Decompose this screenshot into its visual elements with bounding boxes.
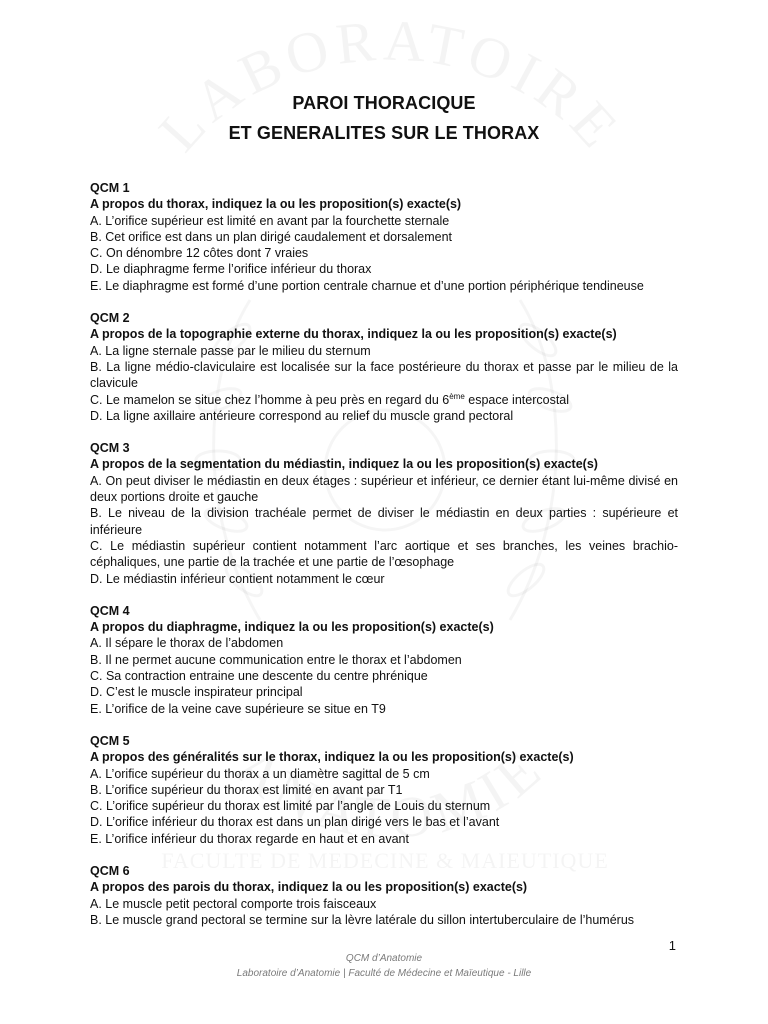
title-line-1: PAROI THORACIQUE: [292, 93, 476, 113]
qcm-block: [90, 733, 678, 847]
qcm-question: A propos du diaphragme, indiquez la ou les proposition(s) exacte(s): [90, 620, 494, 635]
watermark-bottom-text: FACULTE DE MEDECINE & MAIEUTIQUE: [161, 848, 609, 873]
qcm-option: A. Il sépare le thorax de l’abdomen: [90, 636, 284, 651]
qcm-block: [90, 603, 678, 717]
qcm-option: B. L’orifice supérieur du thorax est limité en avant par T1: [90, 782, 403, 797]
qcm-option: A. L’orifice supérieur du thorax a un diamètre sagittal de 5 cm: [90, 766, 430, 781]
qcm-list: [90, 180, 678, 928]
qcm-block: [90, 310, 678, 424]
title-line-2: ET GENERALITES SUR LE THORAX: [228, 123, 540, 143]
qcm-option: C. Le médiastin supérieur contient notamment l’arc aortique et ses branches, les veines brachio-céphaliques, une partie de la trachée et une partie de l’œsophage: [90, 538, 678, 570]
qcm-option: B. La ligne médio-claviculaire est localisée sur la face postérieure du thorax et passe par le milieu de la clavicule: [90, 359, 678, 391]
qcm-label: QCM 2: [90, 311, 130, 326]
qcm-option: D. La ligne axillaire antérieure correspond au relief du muscle grand pectoral: [90, 408, 514, 423]
qcm-label: QCM 5: [90, 733, 130, 748]
qcm-label: QCM 6: [90, 863, 130, 878]
qcm-question: A propos de la topographie externe du thorax, indiquez la ou les proposition(s) exacte(s): [90, 327, 617, 342]
page-number: 1: [668, 938, 676, 953]
watermark-middle-text: ANATOMIE: [223, 733, 557, 852]
qcm-option: D. L’orifice inférieur du thorax est dans un plan dirigé vers le bas et l’avant: [90, 815, 500, 830]
document-content: [90, 88, 678, 944]
qcm-option: A. L’orifice supérieur est limité en avant par la fourchette sternale: [90, 213, 450, 228]
qcm-option: B. Il ne permet aucune communication entre le thorax et l’abdomen: [90, 652, 462, 667]
qcm-option: C. Sa contraction entraine une descente du centre phrénique: [90, 669, 428, 684]
qcm-question: A propos des parois du thorax, indiquez la ou les proposition(s) exacte(s): [90, 880, 528, 895]
qcm-option: B. Cet orifice est dans un plan dirigé caudalement et dorsalement: [90, 229, 453, 244]
qcm-block: [90, 440, 678, 587]
qcm-option: E. L’orifice inférieur du thorax regarde en haut et en avant: [90, 831, 409, 846]
qcm-question: A propos de la segmentation du médiastin, indiquez la ou les proposition(s) exacte(s): [90, 457, 598, 472]
qcm-option: D. Le médiastin inférieur contient notamment le cœur: [90, 571, 385, 586]
qcm-option: A. Le muscle petit pectoral comporte trois faisceaux: [90, 896, 377, 911]
qcm-option: E. Le diaphragme est formé d’une portion centrale charnue et d’une portion périphérique tendineuse: [90, 278, 644, 293]
qcm-label: QCM 4: [90, 603, 130, 618]
qcm-question: A propos des généralités sur le thorax, indiquez la ou les proposition(s) exacte(s): [90, 750, 574, 765]
qcm-option: A. On peut diviser le médiastin en deux étages : supérieur et inférieur, ce dernier étant lui-même divisé en deux portions droite et gauche: [90, 473, 678, 505]
qcm-block: [90, 863, 678, 928]
qcm-option: C. On dénombre 12 côtes dont 7 vraies: [90, 246, 309, 261]
watermark-top-text: LABORATOIRE: [146, 7, 634, 164]
qcm-label: QCM 3: [90, 441, 130, 456]
qcm-option: D. Le diaphragme ferme l’orifice inférieur du thorax: [90, 262, 372, 277]
footer-line-2: Laboratoire d’Anatomie | Faculté de Médecine et Maïeutique - Lille: [236, 968, 532, 979]
qcm-option: B. Le niveau de la division trachéale permet de diviser le médiastin en deux parties : supérieure et inférieure: [90, 506, 678, 537]
document-title: [90, 88, 678, 148]
qcm-option: E. L’orifice de la veine cave supérieure se situe en T9: [90, 701, 386, 716]
qcm-label: QCM 1: [90, 181, 130, 195]
qcm-block: [90, 180, 678, 294]
qcm-option: A. La ligne sternale passe par le milieu du sternum: [90, 343, 371, 358]
qcm-option: C. L’orifice supérieur du thorax est limité par l’angle de Louis du sternum: [90, 799, 491, 814]
qcm-option: D. C’est le muscle inspirateur principal: [90, 685, 303, 700]
page-footer: [0, 951, 768, 981]
qcm-option: C. Le mamelon se situe chez l’homme à peu près en regard du 6ème espace intercostal: [90, 391, 570, 407]
qcm-option: B. Le muscle grand pectoral se termine sur la lèvre latérale du sillon intertuberculaire de l’humérus: [90, 912, 635, 927]
qcm-question: A propos du thorax, indiquez la ou les proposition(s) exacte(s): [90, 197, 462, 212]
footer-line-1: QCM d’Anatomie: [345, 953, 423, 964]
